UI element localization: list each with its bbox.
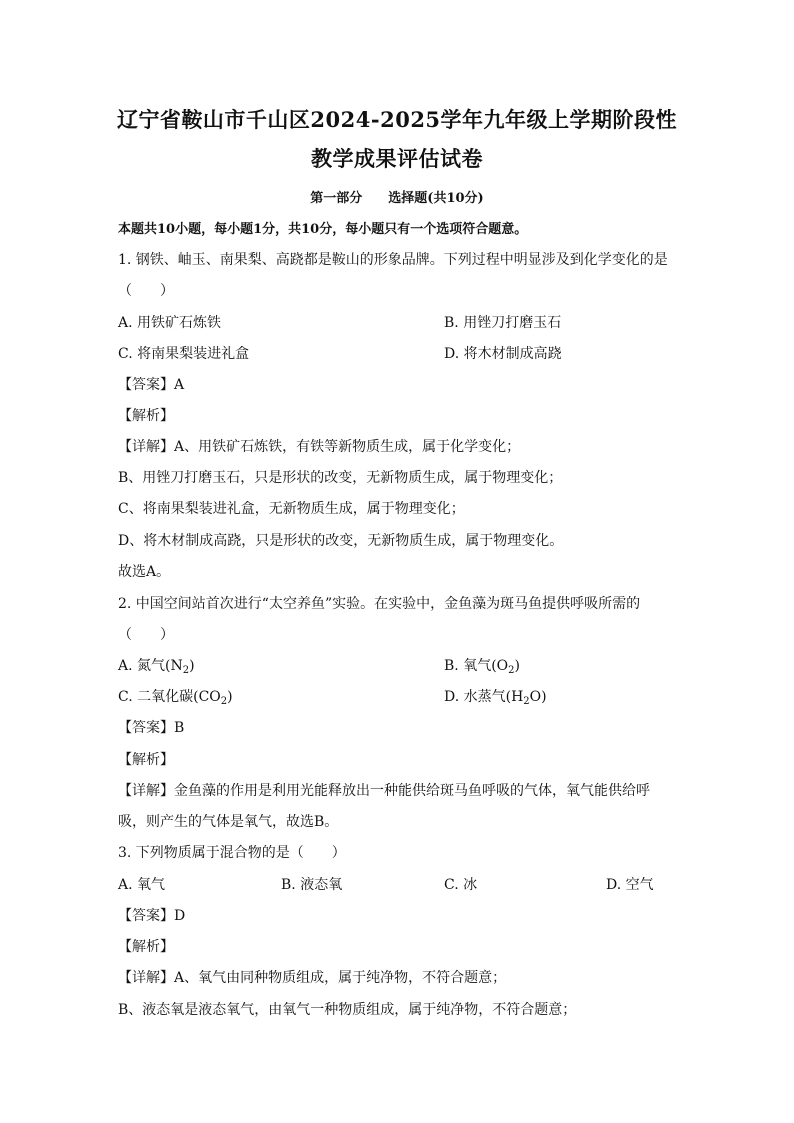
document-title-line-1: 辽宁省鞍山市千山区2024-2025学年九年级上学期阶段性 [116, 107, 678, 132]
question-1-paren: （ ） [118, 283, 174, 299]
document-title-line-2: 教学成果评估试卷 [311, 146, 483, 171]
question-3-option-a: A. 氧气 [118, 877, 166, 893]
question-1-detail-2: B、用锉刀打磨玉石，只是形状的改变，无新物质生成，属于物理变化； [118, 470, 563, 486]
question-2-option-c: C. 二氧化碳$(CO_2)$ [118, 689, 233, 707]
question-2-stem: 2. 中国空间站首次进行“太空养鱼”实验。在实验中，金鱼藻为斑马鱼提供呼吸所需的 [118, 596, 641, 612]
question-3-answer: 【答案】D [118, 908, 186, 924]
question-3-detail-1: 【详解】A、氧气由同种物质组成，属于纯净物，不符合题意； [118, 970, 507, 986]
instructions: 本题共10小题，每小题1分，共10分，每小题只有一个选项符合题意。 [118, 222, 528, 237]
question-1-detail-5: 故选A。 [118, 564, 171, 580]
question-2-analysis: 【解析】 [118, 752, 174, 768]
question-3-stem: 3. 下列物质属于混合物的是（ ） [118, 845, 346, 861]
question-2-option-b: B. 氧气$(O_2)$ [444, 658, 520, 676]
question-2-option-d: D. 水蒸气$(H_2O)$ [444, 689, 547, 707]
question-3-option-c: C. 冰 [444, 877, 478, 893]
question-2-detail-1: 【详解】金鱼藻的作用是利用光能释放出一种能供给斑马鱼呼吸的气体，氧气能供给呼 [118, 783, 650, 799]
question-3-option-b: B. 液态氧 [281, 877, 343, 893]
question-3-option-d: D. 空气 [606, 877, 654, 893]
question-1-option-d: D. 将木材制成高跷 [444, 346, 562, 362]
question-1-answer: 【答案】A [118, 377, 185, 393]
question-2-paren: （ ） [118, 627, 174, 643]
question-1-stem: 1. 钢铁、岫玉、南果梨、高跷都是鞍山的形象品牌。下列过程中明显涉及到化学变化的是 [118, 252, 668, 268]
question-1-analysis: 【解析】 [118, 408, 174, 424]
question-1-option-c: C. 将南果梨装进礼盒 [118, 346, 250, 362]
question-2-option-a: A. 氮气$(N_2)$ [118, 658, 195, 676]
question-1-option-a: A. 用铁矿石炼铁 [118, 315, 222, 331]
question-1-detail-1: 【详解】A、用铁矿石炼铁，有铁等新物质生成，属于化学变化； [118, 439, 521, 455]
question-1-detail-4: D、将木材制成高跷，只是形状的改变，无新物质生成，属于物理变化。 [118, 533, 564, 549]
section-heading: 第一部分 选择题(共10分) [310, 191, 484, 206]
question-1-detail-3: C、将南果梨装进礼盒，无新物质生成，属于物理变化； [118, 501, 465, 517]
question-2-detail-2: 吸，则产生的气体是氧气，故选B。 [118, 814, 339, 830]
question-1-option-b: B. 用锉刀打磨玉石 [444, 315, 562, 331]
question-2-answer: 【答案】B [118, 720, 185, 736]
question-3-detail-2: B、液态氧是液态氧气，由氧气一种物质组成，属于纯净物，不符合题意； [118, 1002, 577, 1018]
question-3-analysis: 【解析】 [118, 939, 174, 955]
